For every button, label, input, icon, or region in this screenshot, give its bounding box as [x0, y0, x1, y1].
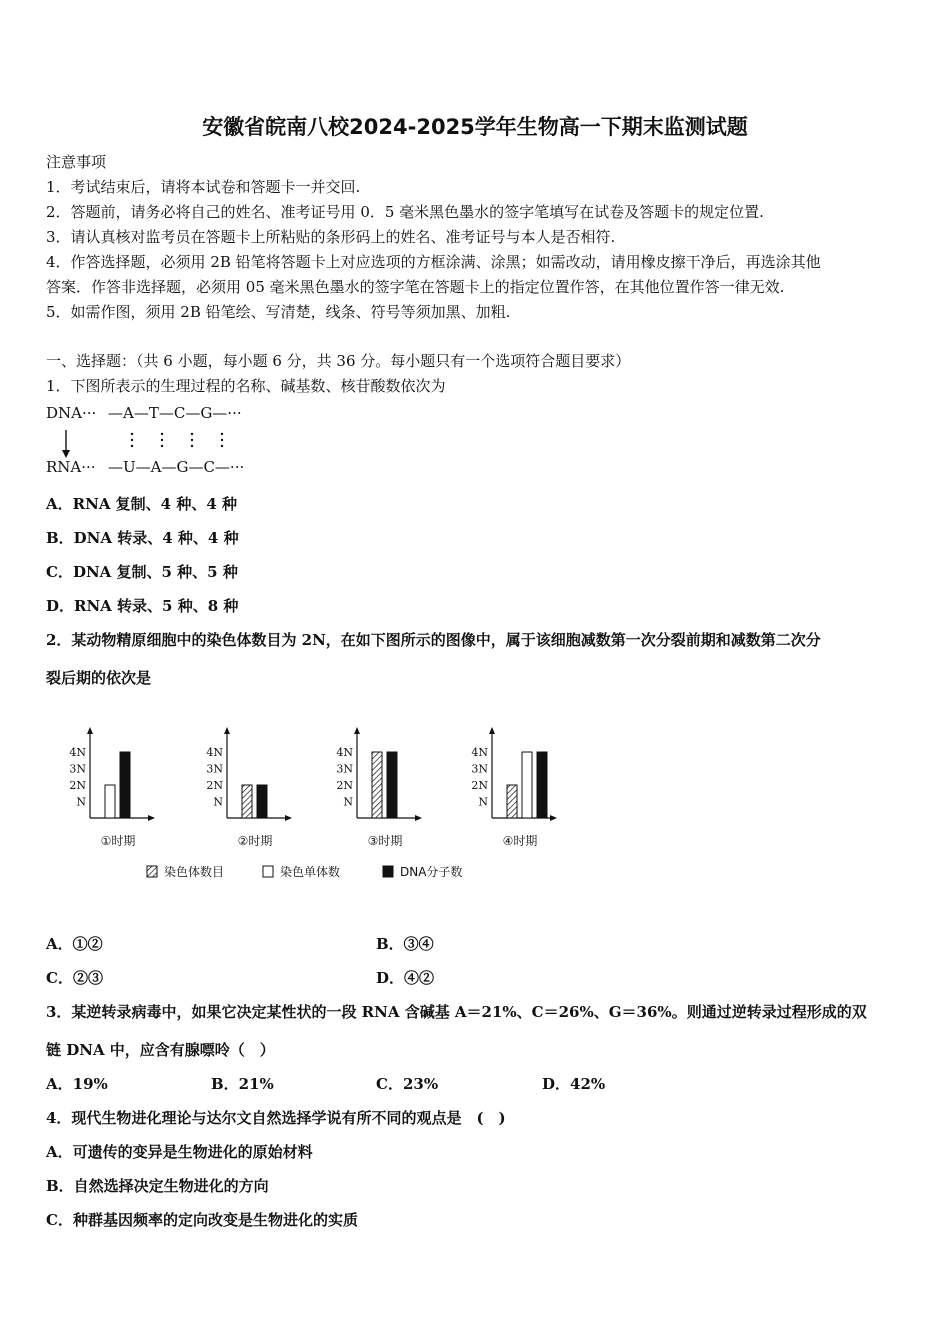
bar-chromosome	[242, 785, 252, 818]
y-tick-label: N	[478, 795, 488, 809]
q1-option-c: C．DNA 复制、5 种、5 种	[46, 563, 238, 581]
bar-chromatid	[522, 752, 532, 818]
notice-item: 2．答题前，请务必将自己的姓名、准考证号用 0．5 毫米黑色墨水的签字笔填写在试卷及答题卡的规定位置.	[46, 203, 764, 221]
dna-label: DNA···	[46, 404, 97, 422]
y-tick-label: 4N	[69, 746, 86, 759]
y-tick-label: 3N	[336, 762, 353, 776]
rna-sequence: —U—A—G—C—···	[108, 458, 245, 476]
q4-option-a: A．可遗传的变异是生物进化的原始材料	[46, 1143, 313, 1161]
q3-option-d: D．42%	[542, 1075, 606, 1093]
chromosome-bar-charts	[60, 720, 580, 910]
category-label: ③时期	[367, 834, 403, 848]
rna-label: RNA···	[46, 458, 96, 476]
q4-stem: 4．现代生物进化理论与达尔文自然选择学说有所不同的观点是 ( )	[46, 1109, 506, 1127]
y-tick-label: 2N	[471, 779, 488, 792]
y-axis-arrow	[354, 727, 360, 734]
y-axis-arrow	[489, 727, 495, 734]
bar-dna	[387, 752, 397, 818]
y-tick-label: 3N	[69, 762, 86, 776]
q2-option-a: A．①②	[46, 935, 103, 953]
y-tick-label: N	[76, 795, 86, 809]
dna-sequence: —A—T—C—G—···	[108, 404, 242, 422]
q3-option-a: A．19%	[46, 1075, 108, 1093]
y-tick-label: 4N	[471, 746, 488, 759]
q2-stem-line1: 2．某动物精原细胞中的染色体数目为 2N，在如下图所示的图像中，属于该细胞减数第一次分裂前期和减数第二次分	[46, 631, 821, 649]
q3-stem-line2: 链 DNA 中，应含有腺嘌呤（ ）	[46, 1041, 275, 1059]
bar-chart-panel	[69, 727, 155, 848]
page-title: 安徽省皖南八校2024-2025学年生物高一下期末监测试题	[202, 115, 748, 139]
legend-swatch-chromatid	[263, 866, 273, 877]
notice-heading: 注意事项	[46, 153, 107, 171]
x-axis-arrow	[550, 815, 557, 821]
x-axis-arrow	[148, 815, 155, 821]
bar-chromatid	[105, 785, 115, 818]
chart-legend	[147, 864, 462, 879]
q1-option-b: B．DNA 转录、4 种、4 种	[46, 529, 239, 547]
category-label: ①时期	[100, 834, 136, 848]
section-heading: 一、选择题：（共 6 小题，每小题 6 分，共 36 分。每小题只有一个选项符合题目要求）	[46, 352, 631, 370]
y-tick-label: 2N	[206, 779, 223, 792]
y-axis-arrow	[224, 727, 230, 734]
notice-item: 4．作答选择题，必须用 2B 铅笔将答题卡上对应选项的方框涂满、涂黑；如需改动，请用橡皮擦干净后，再选涂其他	[46, 253, 821, 271]
y-tick-label: N	[343, 795, 353, 809]
notice-item: 5．如需作图，须用 2B 铅笔绘、写清楚，线条、符号等须加黑、加粗.	[46, 303, 511, 321]
q3-option-c: C．23%	[376, 1075, 439, 1093]
legend-swatch-dna	[383, 866, 393, 877]
q3-stem-line1: 3．某逆转录病毒中，如果它决定某性状的一段 RNA 含碱基 A＝21%、C＝26%、G＝36%。则通过逆转录过程形成的双	[46, 1003, 867, 1021]
y-tick-label: N	[213, 795, 223, 809]
q1-option-a: A．RNA 复制、4 种、4 种	[46, 495, 237, 513]
y-tick-label: 3N	[471, 762, 488, 776]
y-tick-label: 3N	[206, 762, 223, 776]
y-tick-label: 4N	[336, 746, 353, 759]
bar-chart-panel	[336, 727, 422, 848]
legend-label-chromatid: 染色单体数	[280, 865, 341, 879]
bar-chromosome	[372, 752, 382, 818]
q1-option-d: D．RNA 转录、5 种、8 种	[46, 597, 239, 615]
category-label: ④时期	[502, 834, 538, 848]
y-tick-label: 4N	[206, 746, 223, 759]
bar-chromosome	[507, 785, 517, 818]
base-pair-dots	[131, 433, 223, 447]
legend-label-dna: DNA分子数	[400, 865, 463, 879]
q2-option-b: B．③④	[376, 935, 434, 953]
q2-option-d: D．④②	[376, 969, 435, 987]
y-tick-label: 2N	[69, 779, 86, 792]
bar-dna	[537, 752, 547, 818]
bar-chart-panel	[471, 727, 557, 848]
bar-chart-panel	[206, 727, 292, 848]
x-axis-arrow	[285, 815, 292, 821]
notice-item: 答案．作答非选择题，必须用 05 毫米黑色墨水的签字笔在答题卡上的指定位置作答，在其他位置作答一律无效.	[46, 278, 785, 296]
bar-dna	[120, 752, 130, 818]
category-label: ②时期	[237, 834, 273, 848]
x-axis-arrow	[415, 815, 422, 821]
q3-option-b: B．21%	[211, 1075, 274, 1093]
legend-swatch-chromosome	[147, 866, 157, 877]
q4-option-c: C．种群基因频率的定向改变是生物进化的实质	[46, 1211, 358, 1229]
bar-dna	[257, 785, 267, 818]
y-tick-label: 2N	[336, 779, 353, 792]
y-axis-arrow	[87, 727, 93, 734]
legend-label-chromosome: 染色体数目	[164, 865, 225, 879]
q4-option-b: B．自然选择决定生物进化的方向	[46, 1177, 269, 1195]
q1-stem: 1．下图所表示的生理过程的名称、碱基数、核苷酸数依次为	[46, 377, 446, 395]
q2-stem-line2: 裂后期的依次是	[46, 669, 152, 687]
q2-option-c: C．②③	[46, 969, 103, 987]
notice-item: 3．请认真核对监考员在答题卡上所粘贴的条形码上的姓名、准考证号与本人是否相符.	[46, 228, 616, 246]
notice-item: 1．考试结束后，请将本试卷和答题卡一并交回.	[46, 178, 361, 196]
